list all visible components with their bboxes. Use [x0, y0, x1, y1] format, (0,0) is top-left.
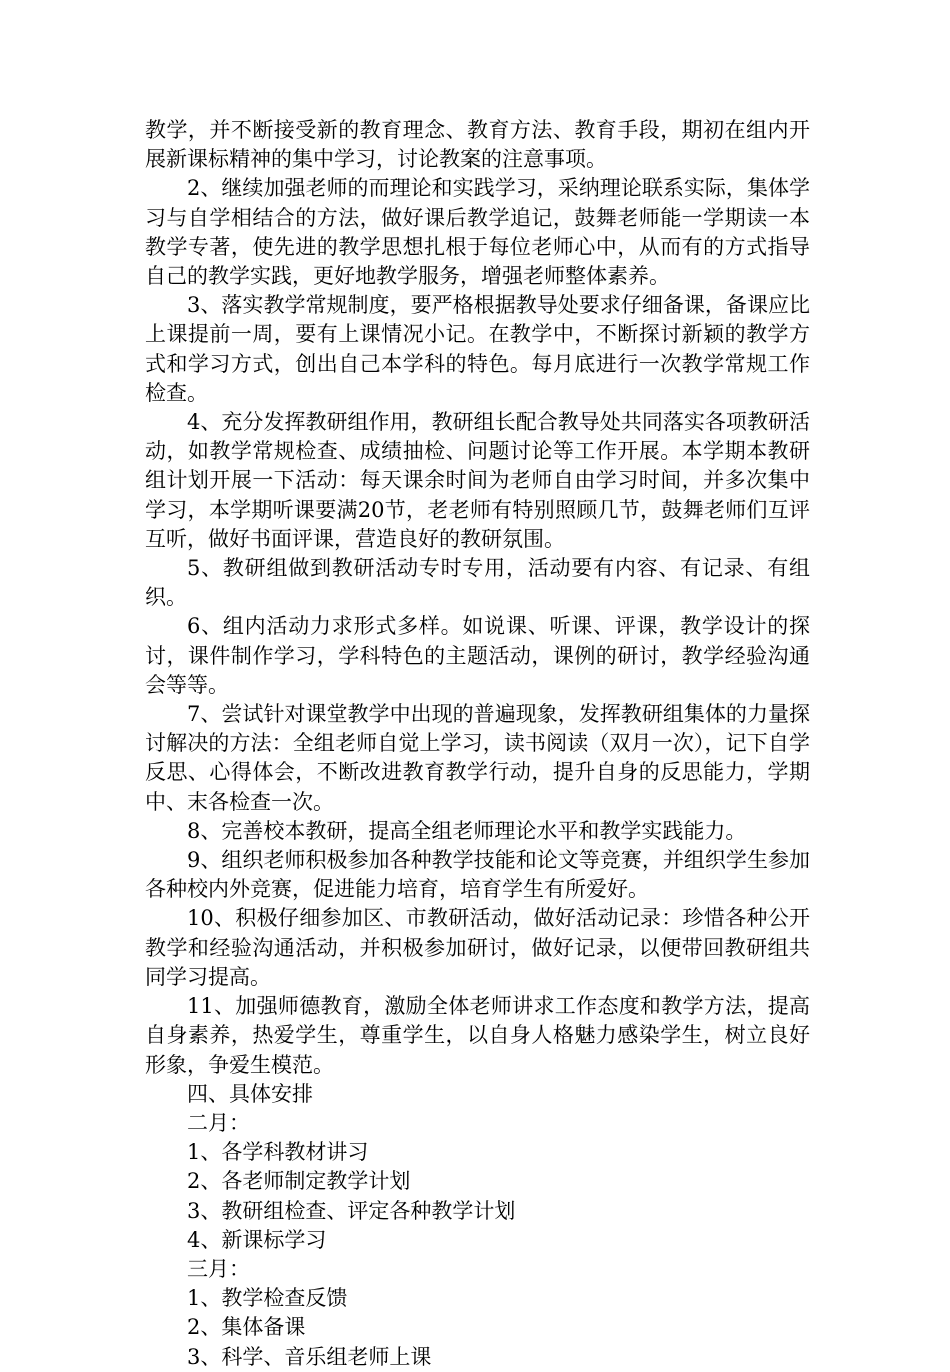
- item-5-paragraph: 5、教研组做到教研活动专时专用，活动要有内容、有记录、有组织。: [145, 556, 810, 610]
- item-8-paragraph: 8、完善校本教研，提高全组老师理论水平和教学实践能力。: [187, 818, 747, 843]
- intro-paragraph: 教学，并不断接受新的教育理念、教育方法、教育手段，期初在组内开展新课标精神的集中学习，讨论教案的注意事项。: [145, 118, 810, 172]
- item-10-paragraph: 10、积极仔细参加区、市教研活动，做好活动记录：珍惜各种公开教学和经验沟通活动，并积极参加研讨，做好记录，以便带回教研组共同学习提高。: [145, 906, 810, 989]
- february-task: 3、教研组检查、评定各种教学计划: [187, 1198, 516, 1223]
- item-7-paragraph: 7、尝试针对课堂教学中出现的普遍现象，发挥教研组集体的力量探讨解决的方法：全组老师自觉上学习，读书阅读（双月一次），记下自学反思、心得体会，不断改进教育教学行动，提升自身的反思能力，学期中、末各检查一次。: [145, 702, 810, 814]
- item-11-paragraph: 11、加强师德教育，激励全体老师讲求工作态度和教学方法，提高自身素养，热爱学生，尊重学生，以自身人格魅力感染学生，树立良好形象，争爱生模范。: [145, 994, 810, 1077]
- february-task: 4、新课标学习: [187, 1227, 327, 1252]
- item-2-paragraph: 2、继续加强老师的而理论和实践学习，采纳理论联系实际，集体学习与自学相结合的方法，做好课后教学追记，鼓舞老师能一学期读一本教学专著，使先进的教学思想扎根于每位老师心中，从而有的方式指导自己的教学实践，更好地教学服务，增强老师整体素养。: [145, 176, 810, 289]
- february-task: 1、各学科教材讲习: [187, 1140, 369, 1165]
- document-body: [145, 116, 810, 1372]
- item-4-paragraph: 4、充分发挥教研组作用，教研组长配合教导处共同落实各项教研活动，如教学常规检查、成绩抽检、问题讨论等工作开展。本学期本教研组计划开展一下活动：每天课余时间为老师自由学习时间，并多次集中学习，本学期听课要满20节，老老师有特别照顾几节，鼓舞老师们互评互听，做好书面评课，营造良好的教研氛围。: [145, 410, 810, 551]
- march-task: 2、集体备课: [187, 1315, 306, 1340]
- march-task: 1、教学检查反馈: [187, 1286, 348, 1311]
- item-3-paragraph: 3、落实教学常规制度，要严格根据教导处要求仔细备课，备课应比上课提前一周，要有上课情况小记。在教学中，不断探讨新颖的教学方式和学习方式，创出自己本学科的特色。每月底进行一次教学常规工作检查。: [145, 293, 810, 405]
- section-heading: 四、具体安排: [187, 1081, 313, 1106]
- item-6-paragraph: 6、组内活动力求形式多样。如说课、听课、评课，教学设计的探讨，课件制作学习，学科特色的主题活动，课例的研讨，教学经验沟通会等等。: [145, 614, 810, 697]
- february-label: 二月：: [187, 1110, 250, 1135]
- item-9-paragraph: 9、组织老师积极参加各种教学技能和论文等竞赛，并组织学生参加各种校内外竞赛，促进能力培育，培育学生有所爱好。: [145, 848, 810, 902]
- february-task: 2、各老师制定教学计划: [187, 1169, 411, 1194]
- march-task: 3、科学、音乐组老师上课: [187, 1344, 432, 1369]
- march-label: 三月：: [187, 1256, 250, 1281]
